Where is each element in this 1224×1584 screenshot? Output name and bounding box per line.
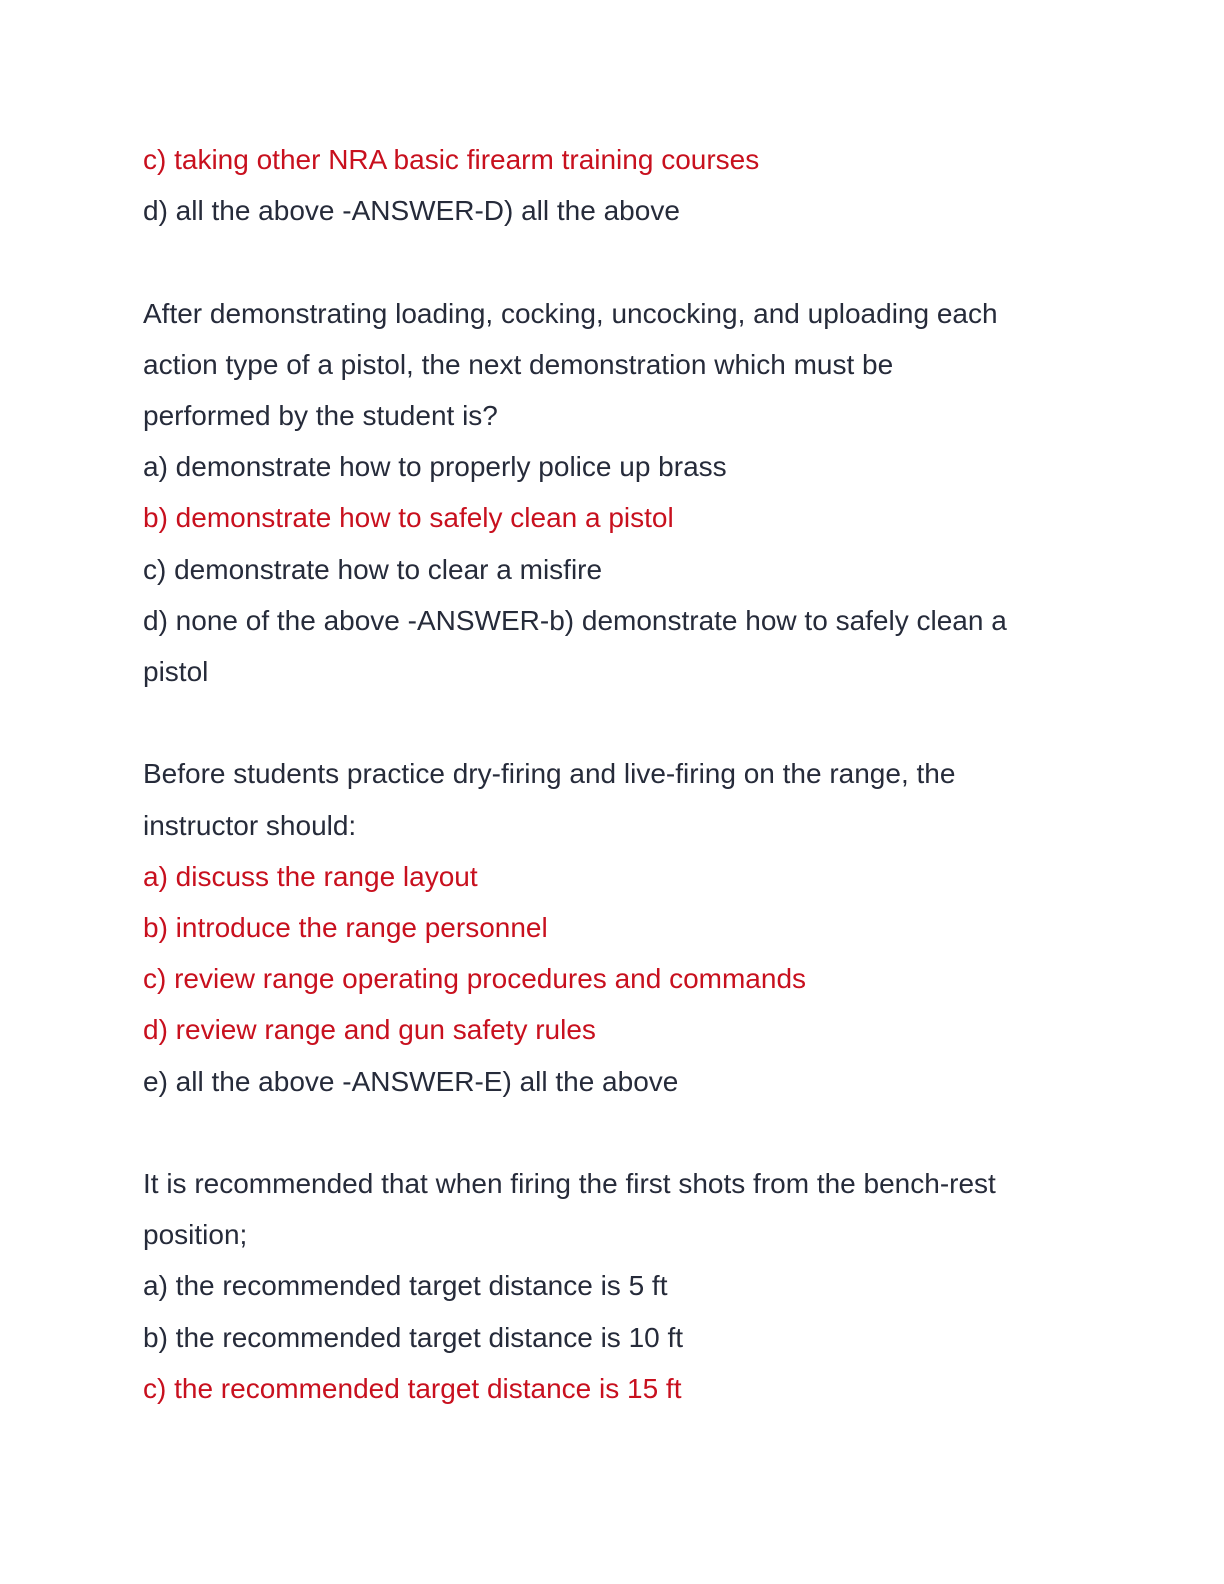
option-c: c) demonstrate how to clear a misfire [143,553,603,585]
option-e-answer: e) all the above -ANSWER-E) all the above [143,1065,679,1097]
paragraph-gap [143,236,1103,287]
option-b-highlighted: b) demonstrate how to safely clean a pistol [143,502,674,534]
option-c-highlighted: c) the recommended target distance is 15 ft [143,1372,682,1404]
option-a: a) demonstrate how to properly police up brass [143,451,727,483]
option-a-highlighted: a) discuss the range layout [143,860,478,892]
question-text: performed by the student is? [143,400,498,431]
paragraph-gap [143,1107,1103,1158]
option-c-highlighted: c) taking other NRA basic firearm training courses [143,144,760,175]
option-c-highlighted: c) review range operating procedures and commands [143,963,807,995]
question-text: Before students practice dry-firing and live-firing on the range, the [143,758,956,790]
option-d-answer-continued: pistol [143,656,209,688]
option-b: b) the recommended target distance is 10 ft [143,1321,684,1353]
question-text: position; [143,1219,248,1251]
option-d-highlighted: d) review range and gun safety rules [143,1014,596,1046]
paragraph-gap [143,697,1103,748]
question-text: instructor should: [143,809,357,841]
option-d-answer: d) all the above -ANSWER-D) all the above [143,195,680,227]
option-a: a) the recommended target distance is 5 ft [143,1270,668,1302]
document-body [143,134,1103,1414]
option-b-highlighted: b) introduce the range personnel [143,912,548,944]
question-text: It is recommended that when firing the first shots from the bench-rest [143,1168,996,1200]
question-text: action type of a pistol, the next demonstration which must be [143,348,894,380]
option-d-answer: d) none of the above -ANSWER-b) demonstrate how to safely clean a [143,604,1007,636]
question-text: After demonstrating loading, cocking, uncocking, and uploading each [143,297,998,329]
